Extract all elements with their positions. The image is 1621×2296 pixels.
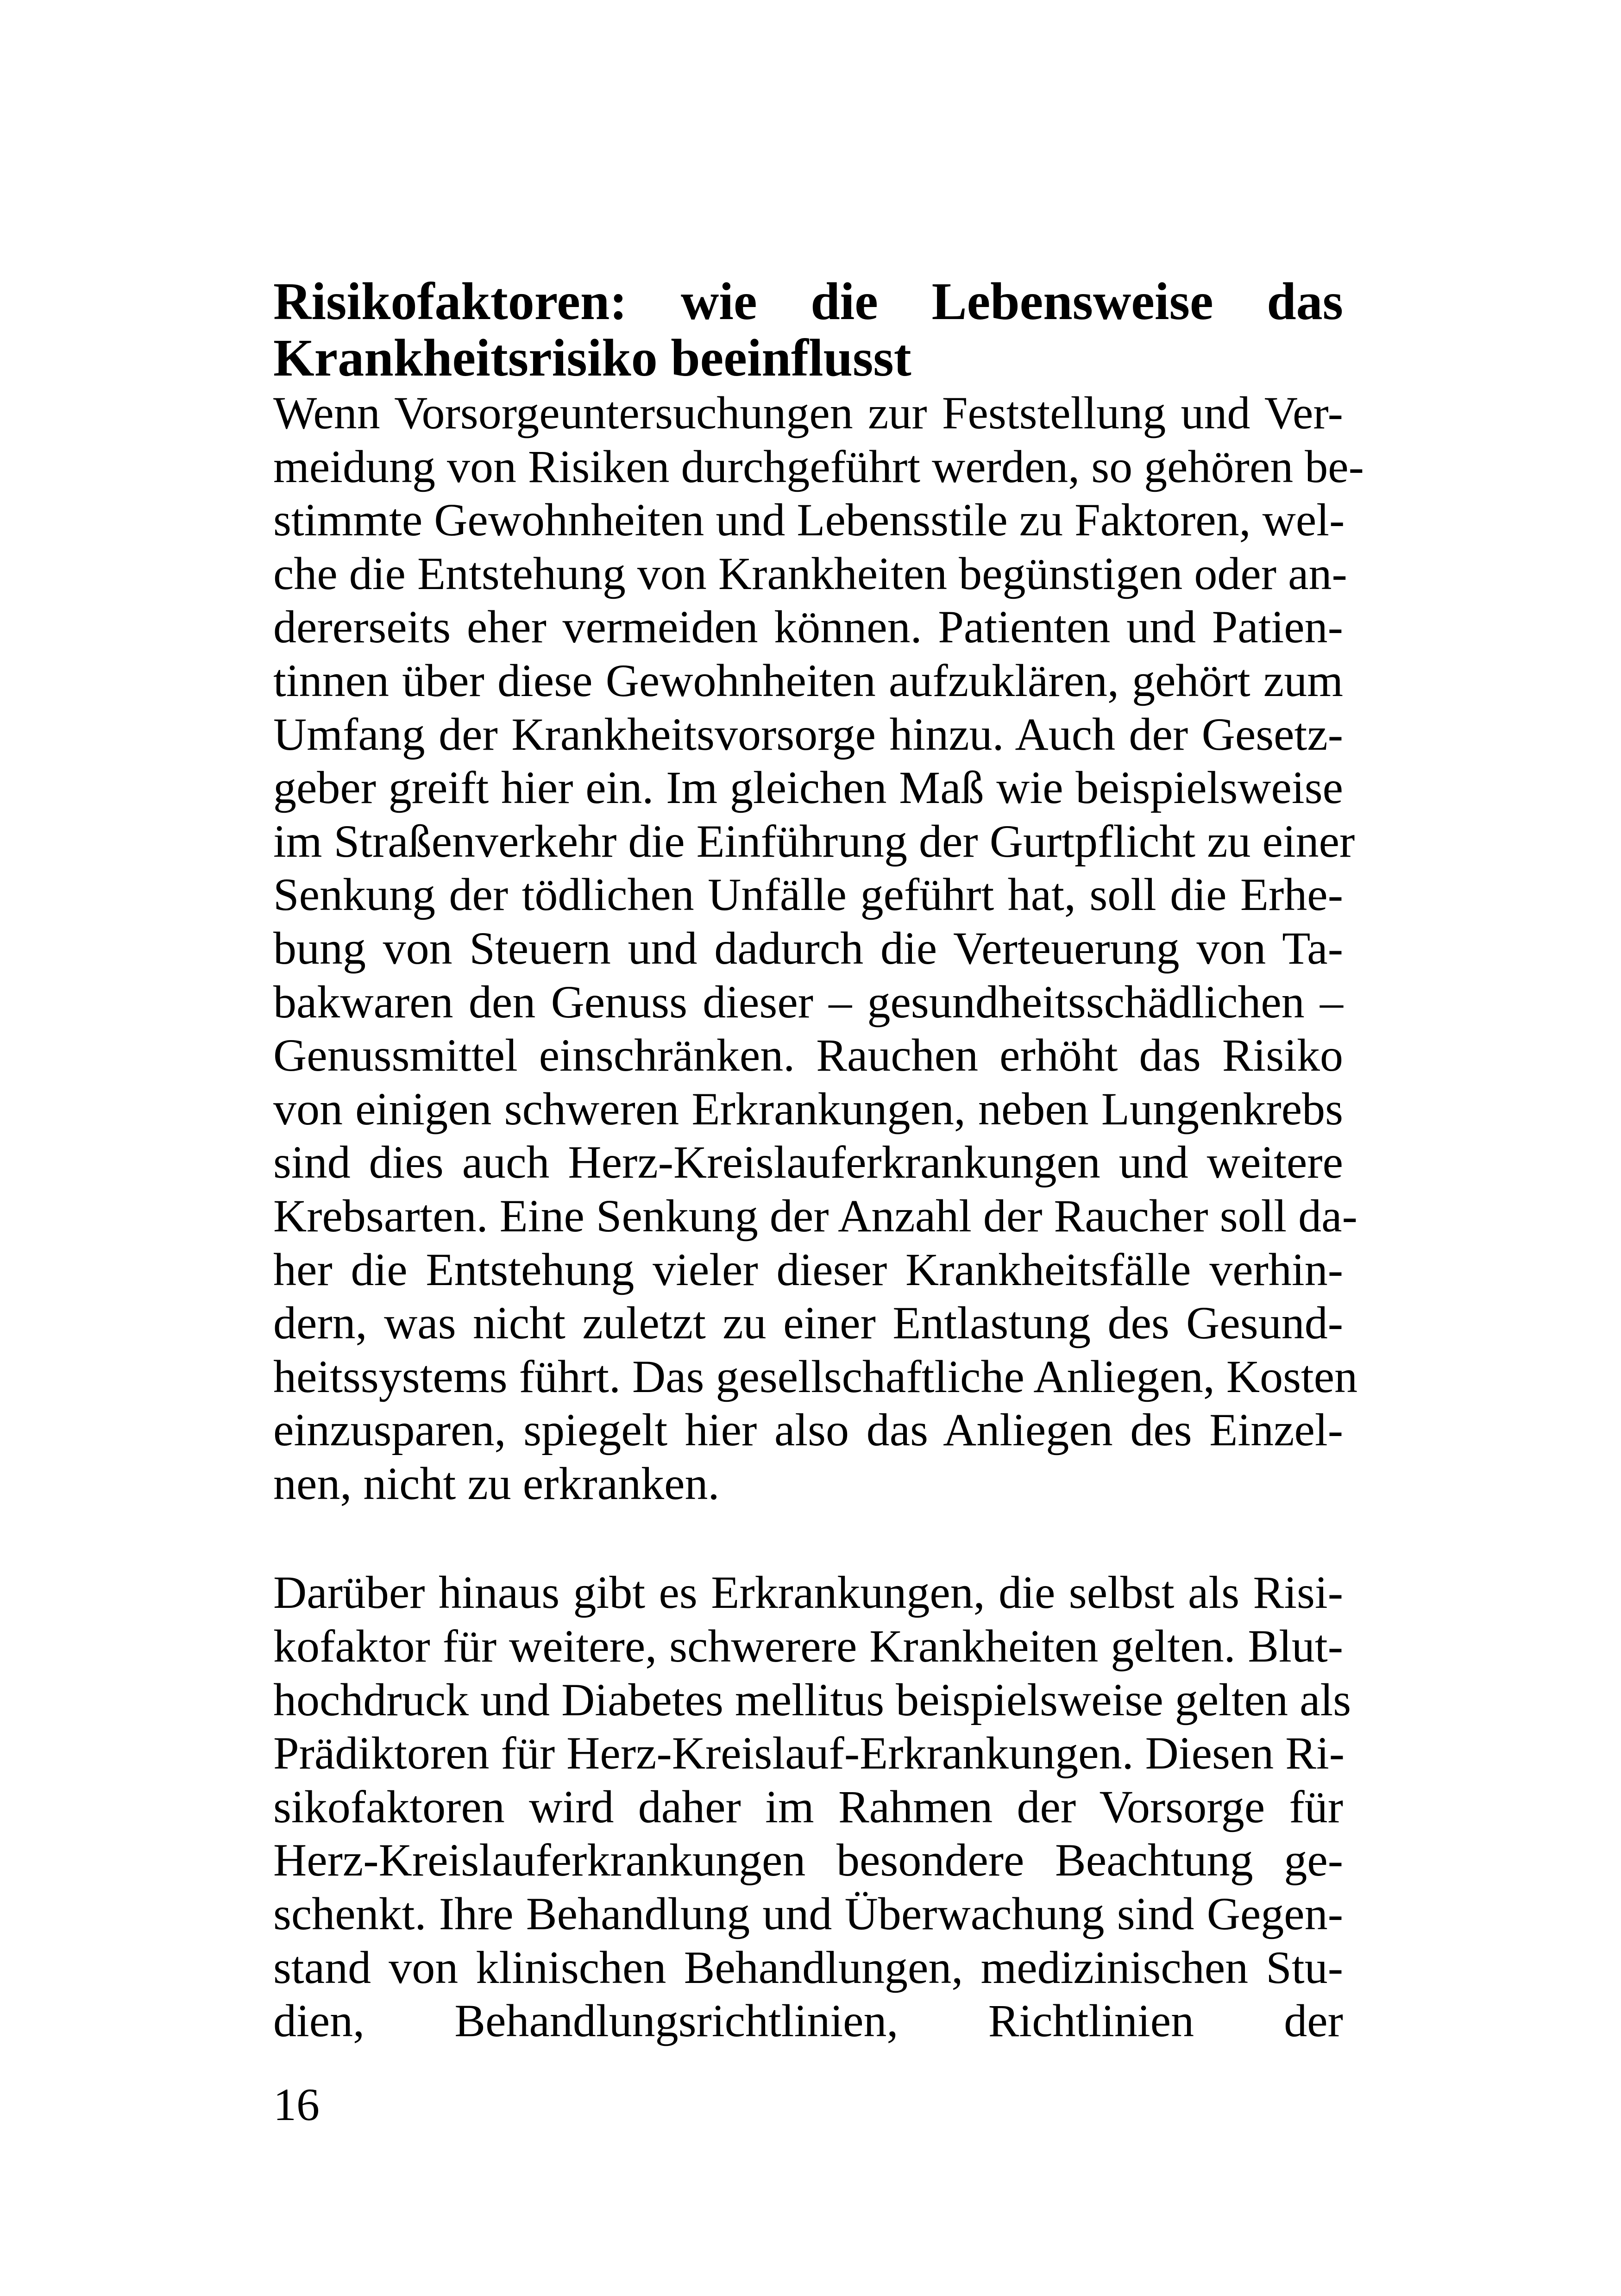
page-number: 16 — [273, 2079, 320, 2130]
text-line: tinnen über diese Gewohnheiten aufzuklären, gehört zum — [273, 654, 1343, 706]
text-line: dien, Behandlungsrichtlinien, Richtlinien der — [273, 1995, 1343, 2047]
text-line: stimmte Gewohnheiten und Lebensstile zu Faktoren, wel- — [273, 494, 1345, 546]
text-line: Herz-Kreislauferkrankungen besondere Beachtung ge- — [273, 1834, 1343, 1886]
body-text — [273, 386, 1364, 2048]
text-line: schenkt. Ihre Behandlung und Überwachung sind Gegen- — [273, 1888, 1343, 1940]
text-line: her die Entstehung vieler dieser Krankheitsfälle verhin- — [273, 1243, 1343, 1295]
text-line: kofaktor für weitere, schwerere Krankheiten gelten. Blut- — [273, 1620, 1343, 1672]
text-line: bung von Steuern und dadurch die Verteuerung von Ta- — [273, 922, 1343, 974]
text-line: meidung von Risiken durchgeführt werden, so gehören be- — [273, 440, 1364, 492]
text-line: von einigen schweren Erkrankungen, neben Lungenkrebs — [273, 1083, 1343, 1135]
text-line: geber greift hier ein. Im gleichen Maß wie beispielsweise — [273, 762, 1343, 814]
text-line: dererseits eher vermeiden können. Patienten und Patien- — [273, 601, 1343, 653]
title-line: Risikofaktoren: wie die Lebensweise das — [273, 272, 1343, 331]
text-line: dern, was nicht zuletzt zu einer Entlastung des Gesund- — [273, 1297, 1343, 1349]
text-line: Genussmittel einschränken. Rauchen erhöht das Risiko — [273, 1029, 1343, 1081]
text-line: Prädiktoren für Herz-Kreislauf-Erkrankungen. Diesen Ri- — [273, 1727, 1345, 1779]
text-line: bakwaren den Genuss dieser – gesundheitsschädlichen – — [273, 976, 1343, 1028]
text-line: che die Entstehung von Krankheiten begünstigen oder an- — [273, 547, 1347, 599]
text-line: sikofaktoren wird daher im Rahmen der Vorsorge für — [273, 1781, 1343, 1832]
text-line: einzusparen, spiegelt hier also das Anliegen des Einzel- — [273, 1404, 1343, 1456]
paragraph-gap — [273, 1510, 1343, 1566]
text-line: Krebsarten. Eine Senkung der Anzahl der Raucher soll da- — [273, 1190, 1357, 1242]
text-line: hochdruck und Diabetes mellitus beispielsweise gelten als — [273, 1674, 1351, 1725]
paragraph — [273, 386, 1364, 1510]
paragraph — [273, 1566, 1351, 2047]
text-line: stand von klinischen Behandlungen, medizinischen Stu- — [273, 1941, 1343, 1993]
page-content — [273, 272, 1364, 2048]
text-line: sind dies auch Herz-Kreislauferkrankungen und weitere — [273, 1136, 1343, 1188]
text-line: nen, nicht zu erkranken. — [273, 1457, 720, 1509]
text-line: Senkung der tödlichen Unfälle geführt hat, soll die Erhe- — [273, 869, 1343, 921]
text-line: Wenn Vorsorgeuntersuchungen zur Feststellung und Ver- — [273, 387, 1343, 439]
text-line: Darüber hinaus gibt es Erkrankungen, die selbst als Risi- — [273, 1567, 1343, 1618]
text-line: Umfang der Krankheitsvorsorge hinzu. Auch der Gesetz- — [273, 708, 1343, 760]
text-line: im Straßenverkehr die Einführung der Gurtpflicht zu einer — [273, 815, 1355, 867]
section-title — [273, 273, 1343, 386]
title-line: Krankheitsrisiko beeinflusst — [273, 328, 911, 387]
text-line: heitssystems führt. Das gesellschaftliche Anliegen, Kosten — [273, 1350, 1358, 1402]
